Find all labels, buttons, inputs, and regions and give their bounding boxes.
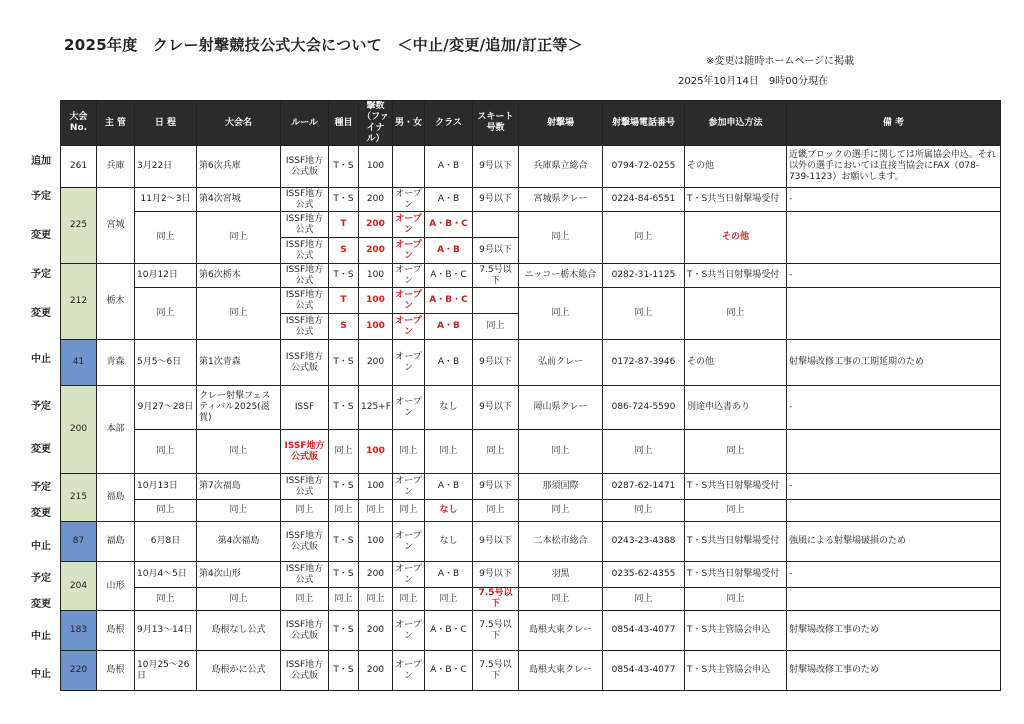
remarks: 射撃場改修工事のため — [787, 651, 1001, 691]
skeet-no: 同上 — [473, 430, 519, 474]
class: A・B・C — [425, 264, 473, 288]
status-label-add: 追加 — [31, 156, 51, 167]
event-type: T・S — [329, 188, 359, 212]
event-no: 183 — [61, 611, 97, 651]
col-header: 男・女 — [393, 101, 425, 146]
class: A・B — [425, 340, 473, 386]
gender: オープン — [393, 522, 425, 562]
col-header: 主 管 — [97, 101, 135, 146]
col-header: クラス — [425, 101, 473, 146]
shots: 200 — [359, 340, 393, 386]
class: なし — [425, 500, 473, 522]
skeet-no: 同上 — [473, 500, 519, 522]
table-row — [61, 146, 1001, 188]
schedule: 11月2～3日 — [135, 188, 197, 212]
gender: オープン — [393, 651, 425, 691]
range-phone: 0794-72-0255 — [603, 146, 685, 188]
event-type: 同上 — [329, 500, 359, 522]
apply-method: その他 — [685, 212, 787, 264]
schedule: 5月5～6日 — [135, 340, 197, 386]
rule: 同上 — [281, 500, 329, 522]
status-label-plan: 予定 — [31, 269, 51, 280]
skeet-no: 9号以下 — [473, 146, 519, 188]
skeet-no: 7.5号以下 — [473, 611, 519, 651]
event-type: T・S — [329, 522, 359, 562]
table-row — [61, 188, 1001, 212]
remarks: 強風による射撃場破損のため — [787, 522, 1001, 562]
apply-method: T・S共当日射撃場受付 — [685, 474, 787, 500]
apply-method: 別途申込書あり — [685, 386, 787, 430]
gender: オープン — [393, 611, 425, 651]
organizer: 兵庫 — [97, 146, 135, 188]
tournament-name: 島根なし公式 — [197, 611, 281, 651]
rule: ISSF地方公式版 — [281, 430, 329, 474]
shots: 200 — [359, 238, 393, 264]
rule: ISSF地方公式 — [281, 212, 329, 238]
table-row — [61, 562, 1001, 588]
gender: 同上 — [393, 430, 425, 474]
organizer: 山形 — [97, 562, 135, 611]
skeet-no: 9号以下 — [473, 340, 519, 386]
skeet-no: 9号以下 — [473, 386, 519, 430]
tournament-name: 第4次福島 — [197, 522, 281, 562]
range: 二本松市総合 — [519, 522, 603, 562]
gender: 同上 — [393, 500, 425, 522]
rule: ISSF地方公式版 — [281, 522, 329, 562]
shots: 100 — [359, 430, 393, 474]
table-row — [61, 522, 1001, 562]
apply-method: T・S共当日射撃場受付 — [685, 188, 787, 212]
shots: 200 — [359, 212, 393, 238]
shots: 100 — [359, 522, 393, 562]
status-label-change: 変更 — [31, 230, 51, 241]
table-row — [61, 212, 1001, 238]
gender: オープン — [393, 474, 425, 500]
tournament-name: 第1次青森 — [197, 340, 281, 386]
col-header: スキート号数 — [473, 101, 519, 146]
rule: ISSF地方公式 — [281, 288, 329, 314]
gender: オープン — [393, 562, 425, 588]
gender: オープン — [393, 314, 425, 340]
range: 兵庫県立総合 — [519, 146, 603, 188]
class: A・B・C — [425, 611, 473, 651]
range-phone: 086-724-5590 — [603, 386, 685, 430]
remarks: 近畿ブロックの選手に関しては所属協会申込。それ以外の選手においては直接当協会にFAX（078-739-1123）お願いします。 — [787, 146, 1001, 188]
range-phone: 0172-87-3946 — [603, 340, 685, 386]
rule: ISSF地方公式版 — [281, 651, 329, 691]
gender: 同上 — [393, 588, 425, 611]
class: 同上 — [425, 588, 473, 611]
range: 同上 — [519, 288, 603, 340]
event-no: 261 — [61, 146, 97, 188]
rule: ISSF地方公式版 — [281, 146, 329, 188]
remarks: 射撃場改修工事の工期延期のため — [787, 340, 1001, 386]
class: A・B・C — [425, 651, 473, 691]
event-type: T — [329, 212, 359, 238]
rule: ISSF地方公式 — [281, 562, 329, 588]
tournament-name: 第6次栃木 — [197, 264, 281, 288]
apply-method: T・S共当日射撃場受付 — [685, 522, 787, 562]
schedule: 同上 — [135, 212, 197, 264]
event-no: 225 — [61, 188, 97, 264]
table-row — [61, 288, 1001, 314]
schedule: 同上 — [135, 430, 197, 474]
gender: オープン — [393, 386, 425, 430]
tournament-name: 同上 — [197, 212, 281, 264]
range-phone: 0282-31-1125 — [603, 264, 685, 288]
apply-method: T・S共当日射撃場受付 — [685, 264, 787, 288]
event-type: T・S — [329, 340, 359, 386]
range: ニッコー栃木総合 — [519, 264, 603, 288]
range: 島根大東クレー — [519, 651, 603, 691]
range-phone: 0224-84-6551 — [603, 188, 685, 212]
tournament-name: 同上 — [197, 588, 281, 611]
tournament-name: 第4次山形 — [197, 562, 281, 588]
event-type: S — [329, 314, 359, 340]
shots: 100 — [359, 474, 393, 500]
shots: 200 — [359, 188, 393, 212]
class: なし — [425, 522, 473, 562]
remarks — [787, 500, 1001, 522]
schedule: 10月25～26日 — [135, 651, 197, 691]
remarks — [787, 430, 1001, 474]
range-phone: 0854-43-4077 — [603, 651, 685, 691]
rule: ISSF地方公式 — [281, 188, 329, 212]
tournament-name: 同上 — [197, 500, 281, 522]
col-header: 日 程 — [135, 101, 197, 146]
remarks: - — [787, 474, 1001, 500]
col-header: ルール — [281, 101, 329, 146]
event-type: 同上 — [329, 430, 359, 474]
status-label-change: 変更 — [31, 599, 51, 610]
rule: ISSF地方公式 — [281, 314, 329, 340]
skeet-no: 9号以下 — [473, 522, 519, 562]
class: A・B — [425, 474, 473, 500]
table-row — [61, 386, 1001, 430]
rule: ISSF — [281, 386, 329, 430]
skeet-no: 7.5号以下 — [473, 264, 519, 288]
gender: オープン — [393, 238, 425, 264]
range-phone: 0854-43-4077 — [603, 611, 685, 651]
rule: ISSF地方公式 — [281, 238, 329, 264]
class: なし — [425, 386, 473, 430]
shots: 200 — [359, 562, 393, 588]
tournament-name: クレー射撃フェスティバル2025(滋賀) — [197, 386, 281, 430]
table-row — [61, 651, 1001, 691]
class: A・B — [425, 562, 473, 588]
event-type: T・S — [329, 611, 359, 651]
tournament-name: 同上 — [197, 430, 281, 474]
shots: 100 — [359, 314, 393, 340]
col-header: 撃数（ファイナル） — [359, 101, 393, 146]
skeet-no: 同上 — [473, 314, 519, 340]
remarks: - — [787, 562, 1001, 588]
gender: オープン — [393, 288, 425, 314]
status-label-cancel: 中止 — [31, 631, 51, 642]
skeet-no — [473, 288, 519, 314]
range-phone: 同上 — [603, 212, 685, 264]
tournament-name: 第7次福島 — [197, 474, 281, 500]
class: A・B・C — [425, 212, 473, 238]
apply-method: その他 — [685, 340, 787, 386]
table-header — [61, 101, 1001, 146]
shots: 100 — [359, 264, 393, 288]
range: 島根大東クレー — [519, 611, 603, 651]
table-row — [61, 474, 1001, 500]
remarks — [787, 212, 1001, 264]
remarks — [787, 288, 1001, 340]
event-no: 41 — [61, 340, 97, 386]
schedule: 10月12日 — [135, 264, 197, 288]
range: 同上 — [519, 430, 603, 474]
tournament-name: 第6次兵庫 — [197, 146, 281, 188]
class: A・B・C — [425, 288, 473, 314]
schedule: 9月13～14日 — [135, 611, 197, 651]
event-type: T・S — [329, 474, 359, 500]
remarks: - — [787, 386, 1001, 430]
organizer: 宮城 — [97, 188, 135, 264]
status-label-cancel: 中止 — [31, 541, 51, 552]
col-header: 種目 — [329, 101, 359, 146]
apply-method: T・S共主管協会申込 — [685, 611, 787, 651]
gender — [393, 146, 425, 188]
table-row — [61, 264, 1001, 288]
skeet-no — [473, 212, 519, 238]
event-type: 同上 — [329, 588, 359, 611]
schedule: 同上 — [135, 288, 197, 340]
range-phone: 同上 — [603, 288, 685, 340]
tournament-name: 同上 — [197, 288, 281, 340]
status-label-plan: 予定 — [31, 482, 51, 493]
organizer: 福島 — [97, 522, 135, 562]
range-phone: 同上 — [603, 430, 685, 474]
col-header: 射撃場電話番号 — [603, 101, 685, 146]
schedule: 3月22日 — [135, 146, 197, 188]
shots: 100 — [359, 146, 393, 188]
class: A・B — [425, 314, 473, 340]
event-no: 215 — [61, 474, 97, 522]
organizer: 島根 — [97, 651, 135, 691]
gender: オープン — [393, 340, 425, 386]
status-label-cancel: 中止 — [31, 669, 51, 680]
remarks: 射撃場改修工事のため — [787, 611, 1001, 651]
status-label-plan: 予定 — [31, 191, 51, 202]
skeet-no: 9号以下 — [473, 474, 519, 500]
class: A・B — [425, 238, 473, 264]
shots: 100 — [359, 288, 393, 314]
range: 同上 — [519, 212, 603, 264]
remarks: - — [787, 188, 1001, 212]
col-header: 備 考 — [787, 101, 1001, 146]
rule: ISSF地方公式版 — [281, 340, 329, 386]
schedule: 同上 — [135, 588, 197, 611]
gender: オープン — [393, 212, 425, 238]
tournament-name: 第4次宮城 — [197, 188, 281, 212]
range-phone: 0287-62-1471 — [603, 474, 685, 500]
col-header: 参加申込方法 — [685, 101, 787, 146]
status-label-cancel: 中止 — [31, 354, 51, 365]
gender: オープン — [393, 188, 425, 212]
schedule: 10月4～5日 — [135, 562, 197, 588]
class: A・B — [425, 146, 473, 188]
apply-method: 同上 — [685, 430, 787, 474]
event-no: 200 — [61, 386, 97, 474]
table-row — [61, 430, 1001, 474]
gender: オープン — [393, 264, 425, 288]
skeet-no: 7.5号以下 — [473, 651, 519, 691]
range-phone: 同上 — [603, 588, 685, 611]
col-header: 大会No. — [61, 101, 97, 146]
status-label-plan: 予定 — [31, 573, 51, 584]
rule: ISSF地方公式 — [281, 474, 329, 500]
apply-method: T・S共主管協会申込 — [685, 651, 787, 691]
skeet-no: 9号以下 — [473, 188, 519, 212]
apply-method: 同上 — [685, 288, 787, 340]
event-type: T・S — [329, 386, 359, 430]
skeet-no: 7.5号以下 — [473, 588, 519, 611]
apply-method: 同上 — [685, 588, 787, 611]
schedule: 同上 — [135, 500, 197, 522]
range: 同上 — [519, 588, 603, 611]
table-row — [61, 611, 1001, 651]
rule: 同上 — [281, 588, 329, 611]
skeet-no: 9号以下 — [473, 562, 519, 588]
shots: 200 — [359, 611, 393, 651]
remarks: - — [787, 264, 1001, 288]
tournament-name: 島根かに公式 — [197, 651, 281, 691]
event-no: 212 — [61, 264, 97, 340]
status-label-change: 変更 — [31, 508, 51, 519]
shots: 同上 — [359, 500, 393, 522]
col-header: 大会名 — [197, 101, 281, 146]
apply-method: その他 — [685, 146, 787, 188]
remarks — [787, 588, 1001, 611]
organizer: 福島 — [97, 474, 135, 522]
class: A・B — [425, 188, 473, 212]
range: 那須国際 — [519, 474, 603, 500]
tournament-table — [60, 100, 1001, 691]
organizer: 島根 — [97, 611, 135, 651]
range-phone: 0243-23-4388 — [603, 522, 685, 562]
range-phone: 同上 — [603, 500, 685, 522]
rule: ISSF地方公式 — [281, 264, 329, 288]
col-header: 射撃場 — [519, 101, 603, 146]
range: 宮城県クレー — [519, 188, 603, 212]
organizer: 青森 — [97, 340, 135, 386]
table-row — [61, 500, 1001, 522]
event-no: 204 — [61, 562, 97, 611]
event-type: T・S — [329, 146, 359, 188]
rule: ISSF地方公式版 — [281, 611, 329, 651]
shots: 同上 — [359, 588, 393, 611]
range: 岡山県クレー — [519, 386, 603, 430]
schedule: 9月27～28日 — [135, 386, 197, 430]
event-type: S — [329, 238, 359, 264]
range: 同上 — [519, 500, 603, 522]
range-phone: 0235-62-4355 — [603, 562, 685, 588]
organizer: 本部 — [97, 386, 135, 474]
range: 弘前クレー — [519, 340, 603, 386]
schedule: 10月13日 — [135, 474, 197, 500]
class: 同上 — [425, 430, 473, 474]
status-label-change: 変更 — [31, 308, 51, 319]
event-type: T — [329, 288, 359, 314]
table-row — [61, 588, 1001, 611]
schedule: 6月8日 — [135, 522, 197, 562]
organizer: 栃木 — [97, 264, 135, 340]
event-no: 87 — [61, 522, 97, 562]
page-title: 2025年度 クレー射撃競技公式大会について ＜中止/変更/追加/訂正等＞ — [64, 36, 583, 54]
update-note: ※変更は随時ホームページに掲載 — [706, 56, 855, 67]
skeet-no: 9号以下 — [473, 238, 519, 264]
apply-method: 同上 — [685, 500, 787, 522]
table-row — [61, 340, 1001, 386]
event-type: T・S — [329, 651, 359, 691]
event-type: T・S — [329, 562, 359, 588]
event-no: 220 — [61, 651, 97, 691]
apply-method: T・S共当日射撃場受付 — [685, 562, 787, 588]
status-label-plan: 予定 — [31, 401, 51, 412]
range: 羽黒 — [519, 562, 603, 588]
status-label-change: 変更 — [31, 444, 51, 455]
shots: 125+F — [359, 386, 393, 430]
shots: 200 — [359, 651, 393, 691]
event-type: T・S — [329, 264, 359, 288]
update-timestamp: 2025年10月14日 9時00分現在 — [678, 76, 828, 87]
